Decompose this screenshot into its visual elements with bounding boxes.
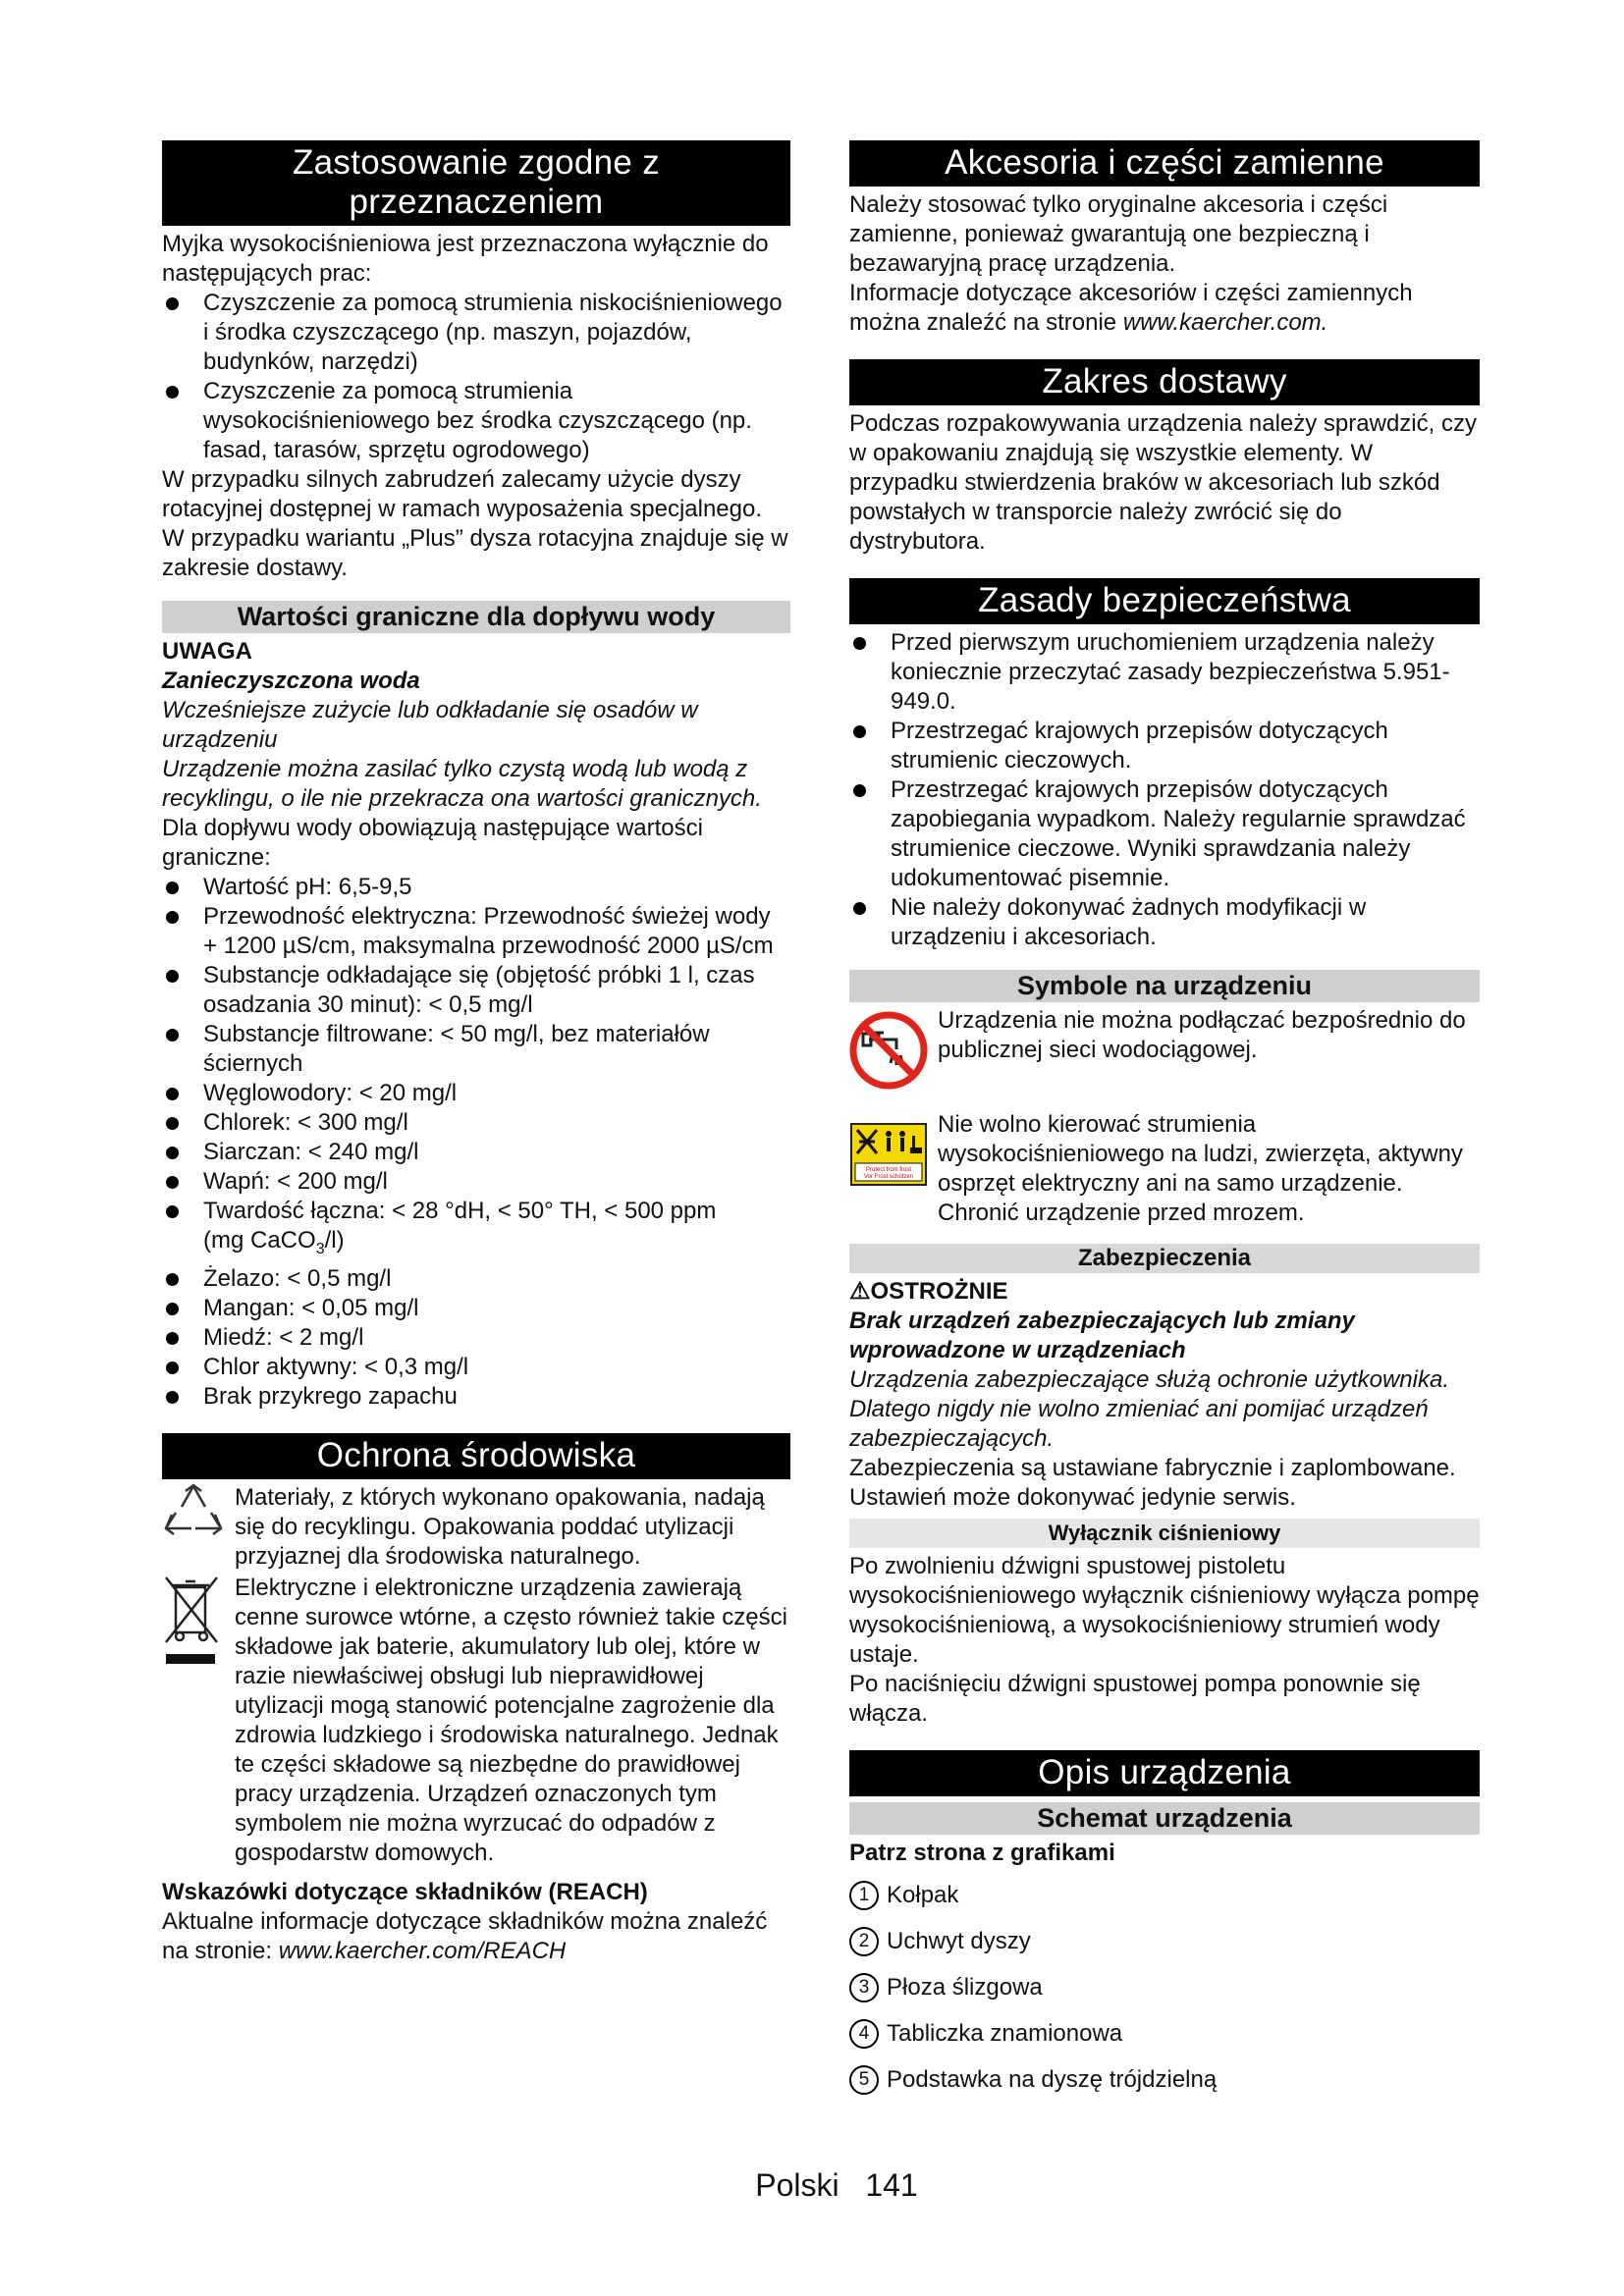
part-number: 3 [849,1973,879,2002]
paragraph: Materiały, z których wykonano opakowania, nadają się do recyklingu. Opakowania poddać utylizacji przyjaznej dla środowiska naturalnego. [235,1483,765,1570]
list-item: Wartość pH: 6,5-9,5 [162,873,790,902]
paragraph: Nie wolno kierować strumienia wysokociśnieniowego na ludzi, zwierzęta, aktywny osprzęt elektryczny ani na samo urządzenie. Chronić urządzenie przed mrozem. [938,1111,1463,1226]
left-column [162,140,790,1966]
list-item: Wapń: < 200 mg/l [162,1167,790,1197]
water-limits-list [162,873,790,1412]
intended-list [162,289,790,465]
list-item: Chlorek: < 300 mg/l [162,1108,790,1138]
part-item [849,1973,1480,2002]
caution-text: Urządzenia zabezpieczające służą ochronie użytkownika. [849,1366,1449,1393]
kaercher-link[interactable]: www.kaercher.com. [1122,309,1328,336]
reach-paragraph: Aktualne informacje dotyczące składników można znaleźć na stronie: www.kaercher.com/REACH [162,1907,768,1964]
part-number: 4 [849,2019,879,2049]
heading-safety: Zasady bezpieczeństwa [849,578,1480,624]
part-label: Płoza ślizgowa [887,1974,1043,2001]
list-item: Siarczan: < 240 mg/l [162,1138,790,1167]
heading-accessories: Akcesoria i części zamienne [849,140,1480,187]
heading-intended-use: Zastosowanie zgodne z przeznaczeniem [162,140,790,226]
list-item: Chlor aktywny: < 0,3 mg/l [162,1353,790,1382]
part-label: Uchwyt dyszy [887,1928,1031,1954]
heading-delivery: Zakres dostawy [849,359,1480,405]
list-item: Przestrzegać krajowych przepisów dotyczących strumienic cieczowych. [849,717,1480,775]
no-tap-connection-icon [849,1006,928,1102]
parts-list [849,1881,1480,2095]
no-spray-warning-icon [849,1110,928,1206]
page-footer [0,2165,1624,2205]
part-label: Tabliczka znamionowa [887,2020,1123,2047]
part-item [849,1927,1480,1956]
list-item: Substancje filtrowane: < 50 mg/l, bez materiałów ściernych [162,1020,790,1079]
part-label: Kołpak [887,1882,959,1908]
symbol-no-spray [849,1110,1480,1228]
paragraph: Myjka wysokociśnieniowa jest przeznaczona wyłącznie do następujących prac: [162,231,769,287]
list-item: Przewodność elektryczna: Przewodność świeżej wody + 1200 µS/cm, maksymalna przewodność 2000 µS/cm [162,902,790,961]
list-item: Substancje odkładające się (objętość próbki 1 l, czas osadzania 30 minut): < 0,5 mg/l [162,961,790,1020]
page-number: 141 [865,2167,918,2203]
hardness-text: Twardość łączna: < 28 °dH, < 50° TH, < 500 ppm [203,1198,717,1224]
frost-label-en: Protect from frost [865,1167,912,1173]
safety-list [849,628,1480,952]
caution-label: ⚠OSTROŻNIE [849,1278,1008,1305]
list-item: Węglowodory: < 20 mg/l [162,1079,790,1108]
symbol-no-tap [849,1006,1480,1102]
paragraph: Elektryczne i elektroniczne urządzenia zawierają cenne surowce wtórne, a często również takie części składowe jak baterie, akumulatory lub olej, które w razie niewłaściwej obsługi lub nieprawidłowej utylizacji mogą stanowić potencjalne zagrożenie dla zdrowia ludzkiego i środowiska naturalnego. Jednak te części składowe są niezbędne do prawidłowej pracy urządzenia. Urządzeń oznaczonych tym symbolem nie można wyrzucać do odpadów z gospodarstw domowych. [235,1574,787,1866]
right-column [849,140,1480,2111]
heading-protection: Zabezpieczenia [849,1244,1480,1273]
caution-text: Dlatego nigdy nie wolno zmieniać ani pomijać urządzeń zabezpieczających. [849,1396,1429,1452]
caco3-unit: (mg CaCO$_3$/l) [203,1227,345,1257]
crossed-bin-icon [162,1574,225,1676]
part-item [849,2065,1480,2095]
paragraph: Po naciśnięciu dźwigni spustowej pompa ponownie się włącza. [849,1671,1421,1727]
weee-note [162,1574,790,1868]
reach-title: Wskazówki dotyczące składników (REACH) [162,1878,648,1905]
warning-text: Wcześniejsze zużycie lub odkładanie się osadów w urządzeniu [162,697,698,753]
paragraph: Podczas rozpakowywania urządzenia należy sprawdzić, czy w opakowaniu znajdują się wszystkie elementy. W przypadku stwierdzenia braków w akcesoriach lub szkód powstałych w transporcie należy zwrócić się do dystrybutora. [849,410,1477,555]
heading-symbols: Symbole na urządzeniu [849,970,1480,1002]
part-item [849,1881,1480,1910]
paragraph: Urządzenia nie można podłączać bezpośrednio do publicznej sieci wodociągowej. [938,1007,1466,1063]
warning-text: Urządzenie można zasilać tylko czystą wodą lub wodą z recyklingu, o ile nie przekracza ona wartości granicznych. [162,756,762,812]
list-item: Brak przykrego zapachu [162,1382,790,1412]
schema-reference: Patrz strona z grafikami [849,1840,1115,1866]
heading-pressure-switch: Wyłącznik ciśnieniowy [849,1519,1480,1548]
part-number: 5 [849,2065,879,2095]
list-item: Żelazo: < 0,5 mg/l [162,1264,790,1294]
paragraph: W przypadku silnych zabrudzeń zalecamy użycie dyszy rotacyjnej dostępnej w ramach wyposażenia specjalnego. [162,466,763,522]
warning-triangle-icon: ⚠ [849,1278,871,1305]
part-number: 1 [849,1881,879,1910]
heading-water-limits: Wartości graniczne dla dopływu wody [162,601,790,633]
part-item [849,2019,1480,2049]
frost-label-de: Vor Frost schützen [863,1174,914,1180]
list-item: Nie należy dokonywać żadnych modyfikacji w urządzeniu i akcesoriach. [849,893,1480,952]
paragraph: Po zwolnieniu dźwigni spustowej pistoletu wysokociśnieniowego wyłącznik ciśnieniowy wyłącza pompę wysokociśnieniową, a wysokociśnieniowy strumień wody ustaje. [849,1553,1480,1668]
warning-title: Zanieczyszczona woda [162,667,420,694]
recycling-note [162,1483,790,1572]
list-item: Czyszczenie za pomocą strumienia niskociśnieniowego i środka czyszczącego (np. maszyn, pojazdów, budynków, narzędzi) [162,289,790,377]
list-item: Przed pierwszym uruchomieniem urządzenia należy koniecznie przeczytać zasady bezpieczeństwa 5.951-949.0. [849,628,1480,717]
paragraph: Zabezpieczenia są ustawiane fabrycznie i zaplombowane. Ustawień może dokonywać jedynie serwis. [849,1455,1456,1511]
heading-device-schema: Schemat urządzenia [849,1802,1480,1835]
footer-language: Polski [755,2167,839,2203]
part-number: 2 [849,1927,879,1956]
heading-device-description: Opis urządzenia [849,1750,1480,1796]
paragraph: Informacje dotyczące akcesoriów i części zamiennych można znaleźć na stronie www.kaercher.com. [849,280,1413,336]
caution-title: Brak urządzeń zabezpieczających lub zmiany wprowadzone w urządzeniach [849,1308,1355,1363]
paragraph: Dla dopływu wody obowiązują następujące wartości graniczne: [162,815,703,871]
reach-link[interactable]: www.kaercher.com/REACH [278,1937,567,1964]
paragraph: W przypadku wariantu „Plus” dysza rotacyjna znajduje się w zakresie dostawy. [162,525,788,581]
notice-label: UWAGA [162,638,252,665]
heading-environment: Ochrona środowiska [162,1433,790,1479]
paragraph: Należy stosować tylko oryginalne akcesoria i części zamienne, ponieważ gwarantują one bezpieczną i bezawaryjną pracę urządzenia. [849,191,1388,277]
part-label: Podstawka na dyszę trójdzielną [887,2066,1218,2093]
list-item: Mangan: < 0,05 mg/l [162,1294,790,1323]
list-item [162,1197,790,1264]
recycling-icon [162,1483,225,1550]
list-item: Czyszczenie za pomocą strumienia wysokociśnieniowego bez środka czyszczącego (np. fasad, tarasów, sprzętu ogrodowego) [162,377,790,465]
list-item: Miedź: < 2 mg/l [162,1323,790,1353]
list-item: Przestrzegać krajowych przepisów dotyczących zapobiegania wypadkom. Należy regularnie sprawdzać strumienice cieczowe. Wyniki sprawdzania należy udokumentować pisemnie. [849,775,1480,893]
